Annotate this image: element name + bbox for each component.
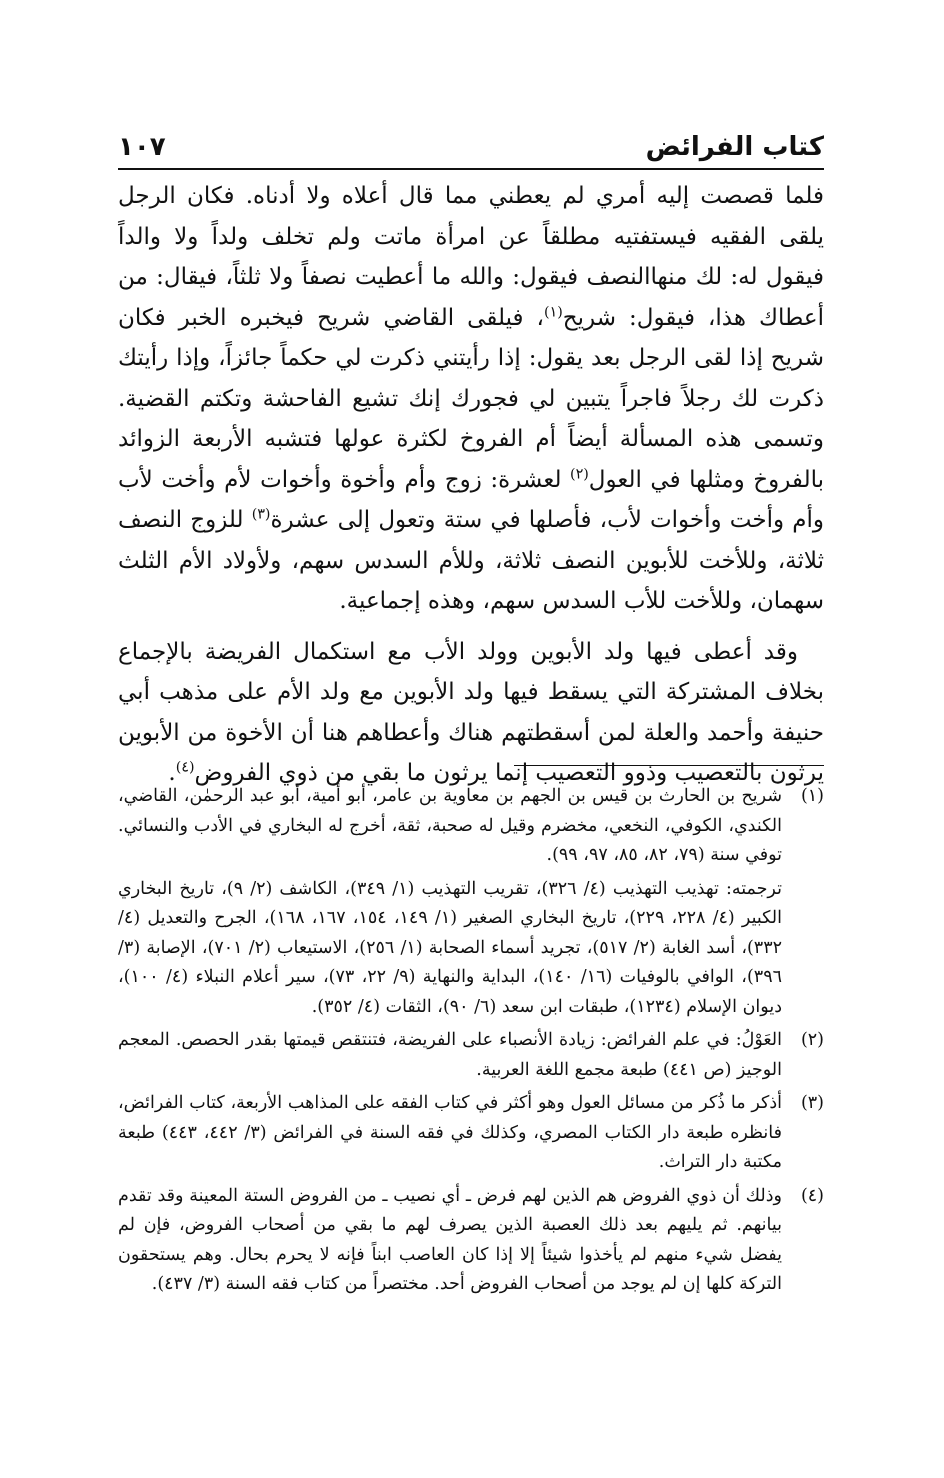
footnote-number: (٢) — [800, 1030, 824, 1050]
footnote-ref-1[interactable]: (١) — [543, 303, 563, 320]
footnote-text — [118, 782, 782, 1022]
footnote-1-bio: شريح بن الحارث بن قيس بن الجهم بن معاوية بن عامر، أبو أمية، أبو عبد الرحمٰن، القاضي، الكندي، الكوفي، النخعي، مخضرم وقيل له صحبة، ثقة، أخرج له البخاري في الأدب والنسائي. توفي سنة (٧٩، ٨٢، ٨٥، ٩٧، ٩٩). — [118, 786, 782, 865]
paragraph-1-part-2: ، فيلقى القاضي شريح فيخبره الخبر فكان شريح إذا لقى الرجل بعد يقول: إذا رأيتني ذكرت لي حكماً جائزاً، وإذا رأيتك ذكرت لك رجلاً فاجراً يتبين لي فجورك إنك تشيع الفاحشة وتكتم القضية. وتسمى هذه المسألة أيضاً أم الفروخ لكثرة عولها فتشبه الأربعة الزوائد بالفروخ ومثلها في العول — [118, 304, 824, 493]
footnote-1-sources: ترجمته: تهذيب التهذيب (٤/ ٣٢٦)، تقريب التهذيب (١/ ٣٤٩)، الكاشف (٢/ ٩)، تاريخ البخاري الكبير (٤/ ٢٢٨، ٢٢٩)، تاريخ البخاري الصغير (١/ ١٤٩، ١٥٤، ١٦٧، ١٦٨)، الجرح والتعديل (٤/ ٣٣٢)، أسد الغابة (٢/ ٥١٧)، تجريد أسماء الصحابة (١/ ٢٥٦)، الاستيعاب (٢/ ٧٠١)، الإصابة (٣/ ٣٩٦)، الوافي بالوفيات (١٦/ ١٤٠)، البداية والنهاية (٩/ ٢٢، ٧٣)، سير أعلام النبلاء (٤/ ١٠٠)، ديوان الإسلام (١٢٣٤)، طبقات ابن سعد (٦/ ٩٠)، الثقات (٤/ ٣٥٢). — [118, 878, 783, 1017]
paragraph-1 — [118, 176, 824, 622]
footnote-2 — [118, 1026, 824, 1085]
footnote-ref-2[interactable]: (٢) — [570, 465, 589, 482]
footnote-number: (٤) — [800, 1185, 824, 1206]
footnote-ref-3[interactable]: (٣) — [251, 506, 271, 523]
main-text — [118, 176, 824, 794]
footnote-number: (١) — [800, 786, 824, 806]
footnote-ref-4[interactable]: (٤) — [175, 759, 195, 776]
running-header — [118, 118, 824, 170]
page-number: ١٠٧ — [118, 132, 166, 162]
paragraph-1-part-3: لعشرة: زوج وأم وأخوة وأخوات لأم وأخت لأب وأم وأخت وأخوات لأب، فأصلها في ستة وتعول إلى عشرة — [118, 466, 824, 533]
paragraph-2-part-1: وقد أعطى فيها ولد الأبوين وولد الأب مع استكمال الفريضة بالإجماع بخلاف المشتركة التي يسقط فيها ولد الأبوين مع ولد الأم على مذهب أبي حنيفة وأحمد والعلة لمن أسقطتهم هناك وأعطاهم هنا أن الأخوة من الأبوين يرثون بالتعصيب وذوو التعصيب إنما يرثون ما بقي من ذوي الفروض — [118, 638, 824, 786]
footnotes-section — [118, 782, 824, 1304]
footnote-4-text: وذلك أن ذوي الفروض هم الذين لهم فرض ـ أي نصيب ـ من الفروض الستة المعينة وقد تقدم بيانهم. ثم يليهم بعد ذلك العصبة الذين يصرف لهم ما بقي من أصحاب الفروض، فإن لم يفضل شيء منهم لم يأخذوا شيئاً إلا إذا كان العاصب ابناً فإنه لا يحرم بحال. وهم يستحقون التركة كلها إن لم يوجد من أصحاب الفروض أحد. مختصراً من كتاب فقه السنة (٣/ ٤٣٧). — [118, 1185, 782, 1294]
footnote-divider — [514, 765, 824, 766]
paragraph-1-part-1: فلما قصصت إليه أمري لم يعطني مما قال أعلاه ولا أدناه. فكان الرجل يلقى الفقيه فيستفتيه مطلقاً عن امرأة ماتت ولم تخلف ولداً ولا والداً فيقول له: لك منهاالنصف فيقول: والله ما أعطيت نصفاً ولا ثلثاً، فيقال: من أعطاك هذا، فيقول: شريح — [118, 183, 825, 331]
footnote-text — [118, 1182, 782, 1300]
footnote-2-text: العَوْلُ: في علم الفرائض: زيادة الأنصباء على الفريضة، فتنتقص قيمتها بقدر الحصص. المعجم الوجيز (ص ٤٤١) طبعة مجمع اللغة العربية. — [118, 1030, 782, 1080]
paragraph-2-part-2: . — [168, 760, 176, 786]
footnote-1 — [118, 782, 824, 1022]
footnote-3-text: أذكر ما ذُكر من مسائل العول وهو أكثر في كتاب الفقه على المذاهب الأربعة، كتاب الفرائض، فانظره طبعة دار الكتاب المصري، وكذلك في فقه السنة في الفرائض (٣/ ٤٤٢، ٤٤٣) طبعة مكتبة دار التراث. — [118, 1093, 782, 1172]
footnote-text — [118, 1089, 782, 1178]
footnote-text — [118, 1026, 782, 1085]
footnote-3 — [118, 1089, 824, 1178]
footnote-number: (٣) — [800, 1093, 824, 1113]
paragraph-1-part-4: للزوج النصف ثلاثة، وللأخت للأبوين النصف ثلاثة، وللأم السدس سهم، ولأولاد الأم الثلث سهمان، وللأخت للأب السدس سهم، وهذه إجماعية. — [118, 507, 824, 614]
footnote-4 — [118, 1182, 824, 1300]
chapter-title: كتاب الفرائض — [645, 132, 824, 162]
paragraph-2 — [118, 632, 824, 794]
